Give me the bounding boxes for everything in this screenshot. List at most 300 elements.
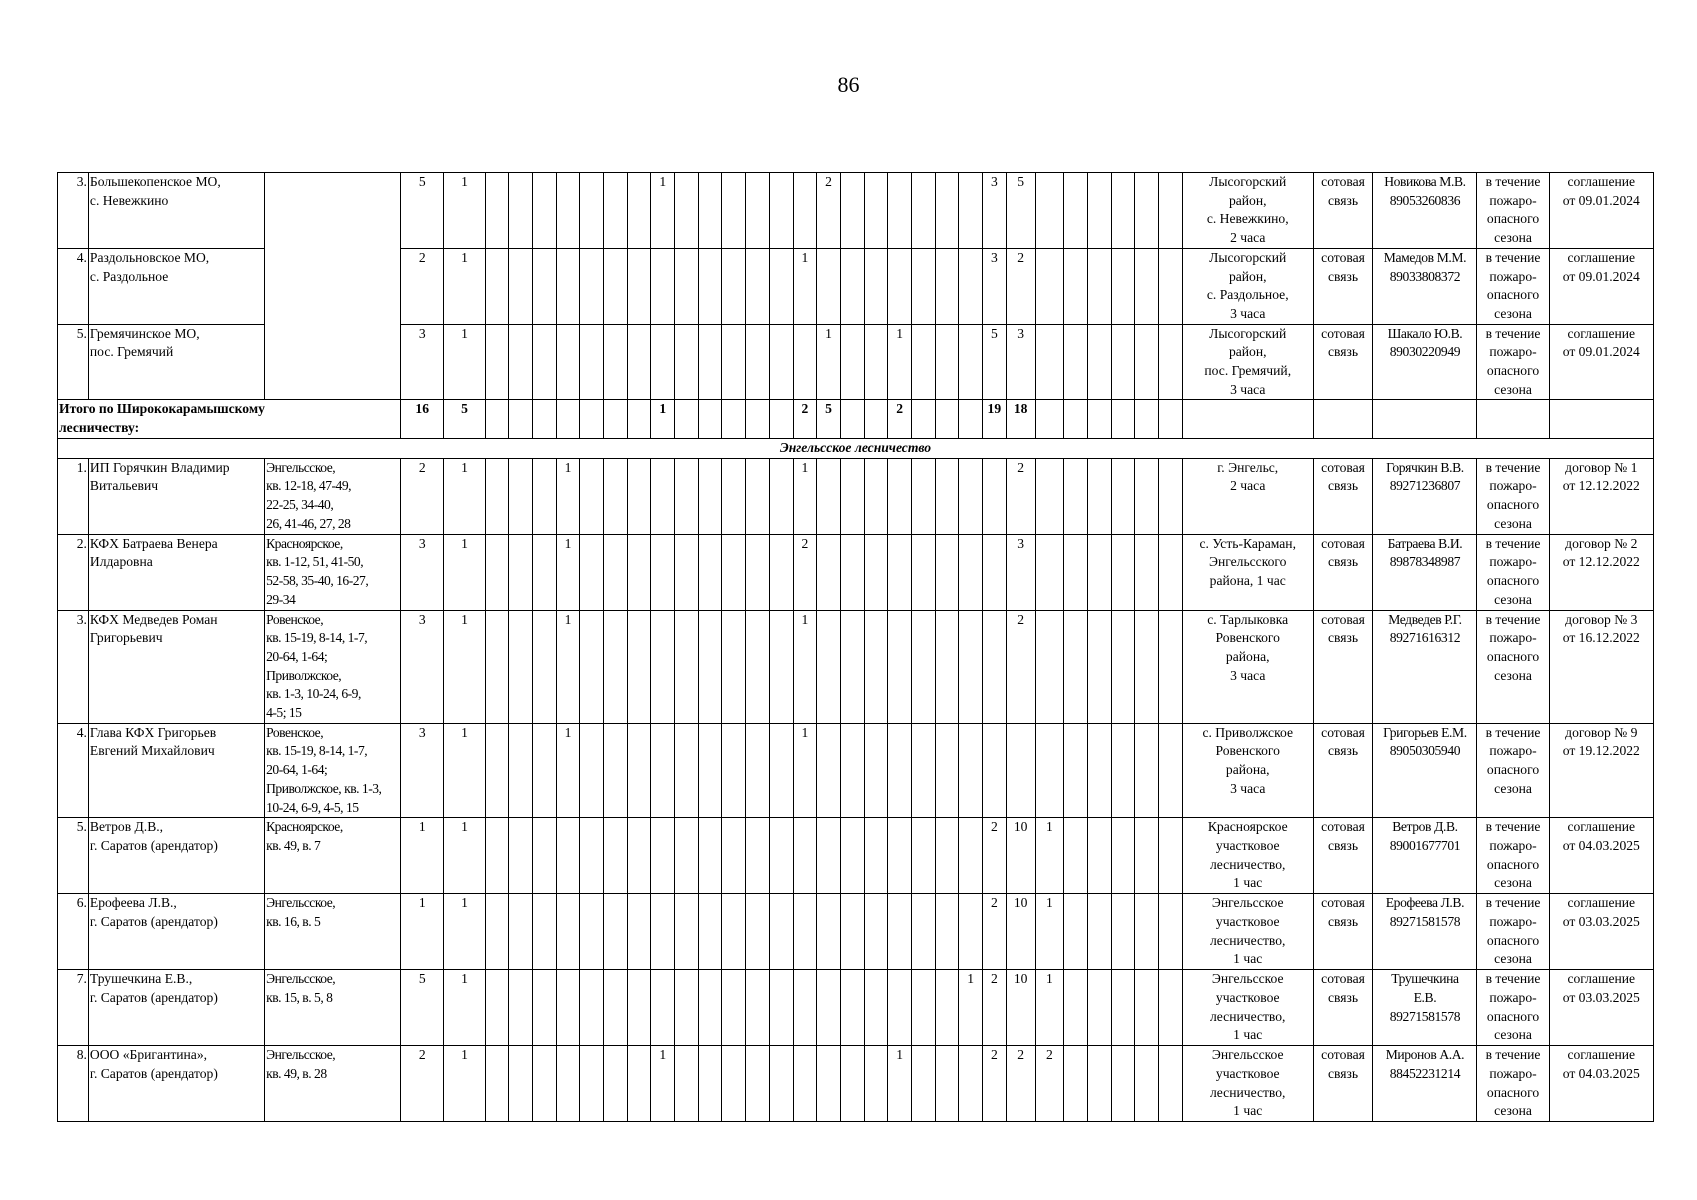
empty-cell	[532, 723, 556, 818]
duty-period-line: в течение	[1485, 325, 1541, 341]
duty-period	[1477, 610, 1549, 723]
empty-cell	[1135, 458, 1159, 534]
value-cell: 3	[401, 723, 444, 818]
empty-cell	[840, 1046, 864, 1122]
forest-location-empty	[265, 173, 401, 400]
forest-location-line: кв. 15-19, 8-14, 1-7,	[266, 743, 368, 759]
empty-cell	[580, 534, 604, 610]
forest-location	[265, 723, 401, 818]
empty-cell	[580, 818, 604, 894]
forest-location-line: Приволжское,	[266, 667, 342, 683]
empty-cell	[1135, 248, 1159, 324]
empty-cell	[1088, 458, 1112, 534]
value-cell: 2	[983, 818, 1007, 894]
empty-cell	[509, 400, 533, 438]
empty-cell	[1135, 324, 1159, 400]
empty-cell	[698, 400, 722, 438]
arrival-place-time	[1182, 1046, 1313, 1122]
value-cell: 1	[556, 458, 580, 534]
empty-cell	[1064, 818, 1088, 894]
empty-cell	[1135, 818, 1159, 894]
organization-name-line: КФХ Батраева Венера	[89, 535, 218, 551]
value-cell: 1	[888, 1046, 912, 1122]
forest-location-line: кв. 1-12, 51, 41-50,	[266, 554, 364, 570]
empty-cell	[1159, 970, 1183, 1046]
empty-cell	[840, 723, 864, 818]
empty-cell	[1035, 173, 1064, 249]
duty-period-line: сезона	[1494, 591, 1532, 607]
empty-cell	[722, 324, 746, 400]
empty-cell	[769, 723, 793, 818]
arrival-place-time-line: участковое	[1215, 1065, 1280, 1081]
communication-type-line: связь	[1327, 913, 1359, 929]
value-cell: 10	[1006, 894, 1035, 970]
empty-cell	[793, 324, 817, 400]
communication-type	[1313, 248, 1373, 324]
arrival-place-time-line: Энгельсское	[1211, 895, 1284, 911]
responsible-contact	[1373, 248, 1477, 324]
total-value-cell: 2	[888, 400, 912, 438]
empty-cell	[817, 970, 841, 1046]
empty-cell	[651, 970, 675, 1046]
value-cell: 1	[817, 324, 841, 400]
forest-location-line: кв. 15, в. 5, 8	[266, 989, 333, 1005]
empty-cell	[532, 324, 556, 400]
empty-cell	[532, 970, 556, 1046]
empty-cell	[509, 324, 533, 400]
empty-cell	[485, 970, 509, 1046]
responsible-contact-line: 88452231214	[1389, 1065, 1461, 1081]
empty-cell	[1111, 400, 1135, 438]
value-cell: 2	[1035, 1046, 1064, 1122]
empty-cell	[817, 458, 841, 534]
agreement-document-line: соглашение	[1567, 1047, 1636, 1063]
empty-cell	[485, 458, 509, 534]
empty-cell	[580, 970, 604, 1046]
communication-type-line: связь	[1327, 630, 1359, 646]
empty-cell	[722, 894, 746, 970]
empty-cell	[1064, 894, 1088, 970]
responsible-contact-line: 89271581578	[1389, 913, 1461, 929]
forest-location-line: кв. 16, в. 5	[266, 913, 321, 929]
empty-cell	[959, 248, 983, 324]
organization-name	[88, 248, 264, 324]
value-cell: 1	[444, 324, 485, 400]
total-label-line: Итого по Ширококарамышскому	[59, 401, 265, 417]
empty-cell	[864, 400, 888, 438]
communication-type-line: связь	[1327, 554, 1359, 570]
agreement-document-line: от 12.12.2022	[1562, 554, 1640, 570]
empty-cell	[959, 324, 983, 400]
empty-cell	[746, 173, 770, 249]
organization-name-line: Раздольновское МО,	[89, 249, 210, 265]
agreement-document-line: договор № 1	[1565, 459, 1638, 475]
empty-cell	[864, 173, 888, 249]
duty-period-line: опасного	[1486, 572, 1540, 588]
empty-cell	[698, 723, 722, 818]
empty-cell	[911, 610, 935, 723]
responsible-contact-line: 89271616312	[1389, 630, 1461, 646]
empty-cell	[1549, 400, 1653, 438]
table-row	[58, 534, 1654, 610]
arrival-place-time-line: г. Энгельс,	[1217, 459, 1279, 475]
empty-cell	[485, 248, 509, 324]
duty-period-line: сезона	[1494, 951, 1532, 967]
value-cell: 1	[444, 458, 485, 534]
duty-period-line: в течение	[1485, 174, 1541, 189]
empty-cell	[1088, 610, 1112, 723]
forest-location-line: Красноярское,	[266, 819, 343, 835]
empty-cell	[1111, 1046, 1135, 1122]
arrival-place-time-line: участковое	[1215, 989, 1280, 1005]
empty-cell	[769, 248, 793, 324]
empty-cell	[864, 610, 888, 723]
value-cell: 3	[401, 324, 444, 400]
empty-cell	[1088, 400, 1112, 438]
responsible-contact	[1373, 723, 1477, 818]
empty-cell	[604, 173, 628, 249]
duty-period	[1477, 534, 1549, 610]
empty-cell	[556, 894, 580, 970]
empty-cell	[911, 400, 935, 438]
empty-cell	[1111, 610, 1135, 723]
empty-cell	[817, 894, 841, 970]
communication-type-line: связь	[1327, 268, 1359, 284]
empty-cell	[959, 534, 983, 610]
value-cell: 1	[444, 248, 485, 324]
duty-period-line: в течение	[1485, 611, 1541, 627]
duty-period	[1477, 458, 1549, 534]
organization-name-line: Ветров Д.В.,	[89, 819, 164, 835]
organization-name	[88, 324, 264, 400]
empty-cell	[580, 894, 604, 970]
empty-cell	[1159, 248, 1183, 324]
empty-cell	[935, 173, 959, 249]
empty-cell	[604, 458, 628, 534]
empty-cell	[793, 818, 817, 894]
empty-cell	[1159, 400, 1183, 438]
empty-cell	[627, 723, 651, 818]
agreement-document-line: от 12.12.2022	[1562, 478, 1640, 494]
duty-period-line: опасного	[1486, 1008, 1540, 1024]
empty-cell	[935, 818, 959, 894]
empty-cell	[698, 970, 722, 1046]
organization-name	[88, 534, 264, 610]
communication-type-line: сотовая	[1321, 895, 1365, 911]
empty-cell	[556, 248, 580, 324]
value-cell: 1	[444, 610, 485, 723]
organization-name-line: Евгений Михайлович	[89, 743, 215, 759]
row-number: 3.	[58, 610, 89, 723]
row-number: 1.	[58, 458, 89, 534]
row-number: 6.	[58, 894, 89, 970]
duty-period	[1477, 173, 1549, 249]
empty-cell	[935, 894, 959, 970]
table-row	[58, 610, 1654, 723]
empty-cell	[769, 610, 793, 723]
empty-cell	[746, 534, 770, 610]
duty-period-line: сезона	[1494, 780, 1532, 796]
table-body	[58, 173, 1654, 1122]
value-cell: 2	[401, 458, 444, 534]
value-cell: 1	[401, 894, 444, 970]
arrival-place-time-line: с. Усть-Караман,	[1199, 535, 1296, 551]
value-cell: 1	[444, 1046, 485, 1122]
empty-cell	[722, 173, 746, 249]
empty-cell	[817, 610, 841, 723]
empty-cell	[675, 400, 699, 438]
responsible-contact-line: 89030220949	[1389, 344, 1461, 360]
responsible-contact	[1373, 173, 1477, 249]
responsible-contact-line: 89271581578	[1389, 1008, 1461, 1024]
empty-cell	[935, 248, 959, 324]
agreement-document-line: от 09.01.2024	[1562, 344, 1640, 360]
arrival-place-time	[1182, 894, 1313, 970]
empty-cell	[864, 818, 888, 894]
empty-cell	[722, 534, 746, 610]
responsible-contact-line: 89033808372	[1389, 268, 1461, 284]
agreement-document-line: соглашение	[1567, 819, 1636, 835]
duty-period-line: пожаро-	[1489, 989, 1537, 1005]
empty-cell	[1135, 534, 1159, 610]
arrival-place-time-line: 3 часа	[1230, 305, 1266, 321]
empty-cell	[698, 534, 722, 610]
agreement-document-line: от 04.03.2025	[1562, 1065, 1640, 1081]
empty-cell	[959, 173, 983, 249]
empty-cell	[959, 458, 983, 534]
empty-cell	[888, 723, 912, 818]
empty-cell	[888, 248, 912, 324]
duty-period-line: пожаро-	[1489, 837, 1537, 853]
arrival-place-time-line: 3 часа	[1230, 381, 1266, 397]
empty-cell	[864, 970, 888, 1046]
empty-cell	[675, 534, 699, 610]
responsible-contact-line: 89053260836	[1389, 192, 1461, 208]
communication-type-line: сотовая	[1321, 1047, 1365, 1063]
communication-type-line: связь	[1327, 989, 1359, 1005]
empty-cell	[746, 818, 770, 894]
total-value-cell: 2	[793, 400, 817, 438]
communication-type	[1313, 970, 1373, 1046]
empty-cell	[532, 894, 556, 970]
value-cell: 1	[1035, 894, 1064, 970]
empty-cell	[911, 818, 935, 894]
communication-type-line: связь	[1327, 837, 1359, 853]
duty-period	[1477, 818, 1549, 894]
arrival-place-time-line: участковое	[1215, 837, 1280, 853]
empty-cell	[675, 818, 699, 894]
forest-location	[265, 970, 401, 1046]
duty-period-line: пожаро-	[1489, 743, 1537, 759]
empty-cell	[675, 324, 699, 400]
agreement-document	[1549, 723, 1653, 818]
empty-cell	[1373, 400, 1477, 438]
value-cell: 3	[983, 173, 1007, 249]
empty-cell	[935, 610, 959, 723]
arrival-place-time	[1182, 970, 1313, 1046]
empty-cell	[1035, 610, 1064, 723]
responsible-contact	[1373, 324, 1477, 400]
organization-name-line: Большекопенское МО,	[89, 174, 221, 189]
organization-name-line: Витальевич	[89, 478, 159, 494]
empty-cell	[793, 970, 817, 1046]
arrival-place-time-line: района,	[1225, 648, 1270, 664]
empty-cell	[509, 1046, 533, 1122]
responsible-contact-line: 89271236807	[1389, 478, 1461, 494]
communication-type-line: сотовая	[1321, 459, 1365, 475]
empty-cell	[840, 534, 864, 610]
value-cell: 1	[888, 324, 912, 400]
organization-name-line: г. Саратов (арендатор)	[89, 1065, 218, 1081]
empty-cell	[911, 534, 935, 610]
empty-cell	[651, 818, 675, 894]
empty-cell	[1006, 723, 1035, 818]
total-value-cell: 5	[444, 400, 485, 438]
empty-cell	[864, 458, 888, 534]
empty-cell	[698, 173, 722, 249]
empty-cell	[627, 818, 651, 894]
total-label	[58, 400, 401, 438]
value-cell: 5	[401, 173, 444, 249]
responsible-contact-line: Новикова М.В.	[1384, 174, 1466, 189]
empty-cell	[840, 610, 864, 723]
empty-cell	[935, 1046, 959, 1122]
communication-type	[1313, 610, 1373, 723]
total-value-cell: 5	[817, 400, 841, 438]
empty-cell	[627, 173, 651, 249]
empty-cell	[1088, 894, 1112, 970]
empty-cell	[604, 723, 628, 818]
empty-cell	[1159, 818, 1183, 894]
empty-cell	[1088, 173, 1112, 249]
empty-cell	[556, 818, 580, 894]
empty-cell	[1182, 400, 1313, 438]
agreement-document-line: от 03.03.2025	[1562, 989, 1640, 1005]
value-cell: 5	[401, 970, 444, 1046]
duty-period-line: опасного	[1486, 496, 1540, 512]
responsible-contact-line: Трушечкина	[1391, 971, 1459, 987]
responsible-contact-line: Григорьев Е.М.	[1383, 724, 1467, 740]
value-cell: 5	[983, 324, 1007, 400]
arrival-place-time	[1182, 610, 1313, 723]
empty-cell	[532, 534, 556, 610]
agreement-document	[1549, 248, 1653, 324]
empty-cell	[580, 723, 604, 818]
organization-name-line: КФХ Медведев Роман	[89, 611, 218, 627]
arrival-place-time-line: 3 часа	[1230, 667, 1266, 683]
empty-cell	[604, 534, 628, 610]
empty-cell	[604, 818, 628, 894]
empty-cell	[1159, 173, 1183, 249]
empty-cell	[935, 458, 959, 534]
empty-cell	[769, 324, 793, 400]
empty-cell	[651, 723, 675, 818]
duty-period-line: пожаро-	[1489, 630, 1537, 646]
duty-period	[1477, 970, 1549, 1046]
forest-location	[265, 1046, 401, 1122]
agreement-document-line: от 04.03.2025	[1562, 837, 1640, 853]
communication-type-line: связь	[1327, 344, 1359, 360]
value-cell: 2	[401, 1046, 444, 1122]
empty-cell	[675, 173, 699, 249]
arrival-place-time-line: с. Невежкино,	[1206, 211, 1289, 227]
value-cell: 1	[444, 534, 485, 610]
forest-location-line: кв. 1-3, 10-24, 6-9,	[266, 686, 361, 702]
duty-period-line: пожаро-	[1489, 1065, 1537, 1081]
arrival-place-time-line: Энгельсское	[1211, 1047, 1284, 1063]
empty-cell	[911, 894, 935, 970]
arrival-place-time-line: Энгельсского	[1208, 554, 1287, 570]
value-cell: 2	[983, 1046, 1007, 1122]
forest-location-line: Энгельсское,	[266, 1047, 336, 1063]
empty-cell	[959, 400, 983, 438]
responsible-contact-line: Шакало Ю.В.	[1387, 325, 1463, 341]
responsible-contact	[1373, 1046, 1477, 1122]
duty-period	[1477, 248, 1549, 324]
organization-name-line: г. Саратов (арендатор)	[89, 989, 218, 1005]
duty-period-line: в течение	[1485, 535, 1541, 551]
empty-cell	[675, 248, 699, 324]
table-row	[58, 1046, 1654, 1122]
empty-cell	[1064, 324, 1088, 400]
arrival-place-time-line: Ровенского	[1215, 743, 1280, 759]
empty-cell	[769, 173, 793, 249]
forest-location-line: 26, 41-46, 27, 28	[266, 515, 351, 531]
empty-cell	[793, 894, 817, 970]
empty-cell	[604, 1046, 628, 1122]
value-cell: 1	[1035, 970, 1064, 1046]
duty-period-line: опасного	[1486, 762, 1540, 778]
agreement-document	[1549, 534, 1653, 610]
empty-cell	[769, 458, 793, 534]
communication-type	[1313, 894, 1373, 970]
arrival-place-time-line: лесничество,	[1210, 932, 1286, 948]
empty-cell	[698, 894, 722, 970]
responsible-contact	[1373, 894, 1477, 970]
arrival-place-time-line: Лысогорский	[1209, 325, 1287, 341]
value-cell: 1	[444, 970, 485, 1046]
empty-cell	[1064, 723, 1088, 818]
empty-cell	[746, 970, 770, 1046]
responsible-contact-line: Горячкин В.В.	[1386, 459, 1464, 475]
value-cell: 1	[556, 534, 580, 610]
organization-name-line: с. Раздольное	[89, 268, 169, 284]
row-number: 3.	[58, 173, 89, 249]
empty-cell	[556, 400, 580, 438]
arrival-place-time-line: пос. Гремячий,	[1204, 363, 1292, 379]
row-number: 8.	[58, 1046, 89, 1122]
empty-cell	[1135, 173, 1159, 249]
empty-cell	[959, 894, 983, 970]
forest-location-line: Ровенское,	[266, 724, 324, 740]
organization-name-line: Григорьевич	[89, 630, 163, 646]
empty-cell	[627, 248, 651, 324]
communication-type-line: сотовая	[1321, 971, 1365, 987]
responsible-contact-line: 89878348987	[1389, 554, 1461, 570]
empty-cell	[1111, 248, 1135, 324]
empty-cell	[793, 1046, 817, 1122]
empty-cell	[1135, 894, 1159, 970]
empty-cell	[485, 610, 509, 723]
value-cell: 2	[983, 970, 1007, 1046]
forest-location-line: 20-64, 1-64;	[266, 762, 328, 778]
empty-cell	[911, 324, 935, 400]
empty-cell	[1088, 818, 1112, 894]
duty-period-line: сезона	[1494, 230, 1532, 246]
empty-cell	[532, 458, 556, 534]
organization-name-line: Гремячинское МО,	[89, 325, 200, 341]
responsible-contact	[1373, 818, 1477, 894]
